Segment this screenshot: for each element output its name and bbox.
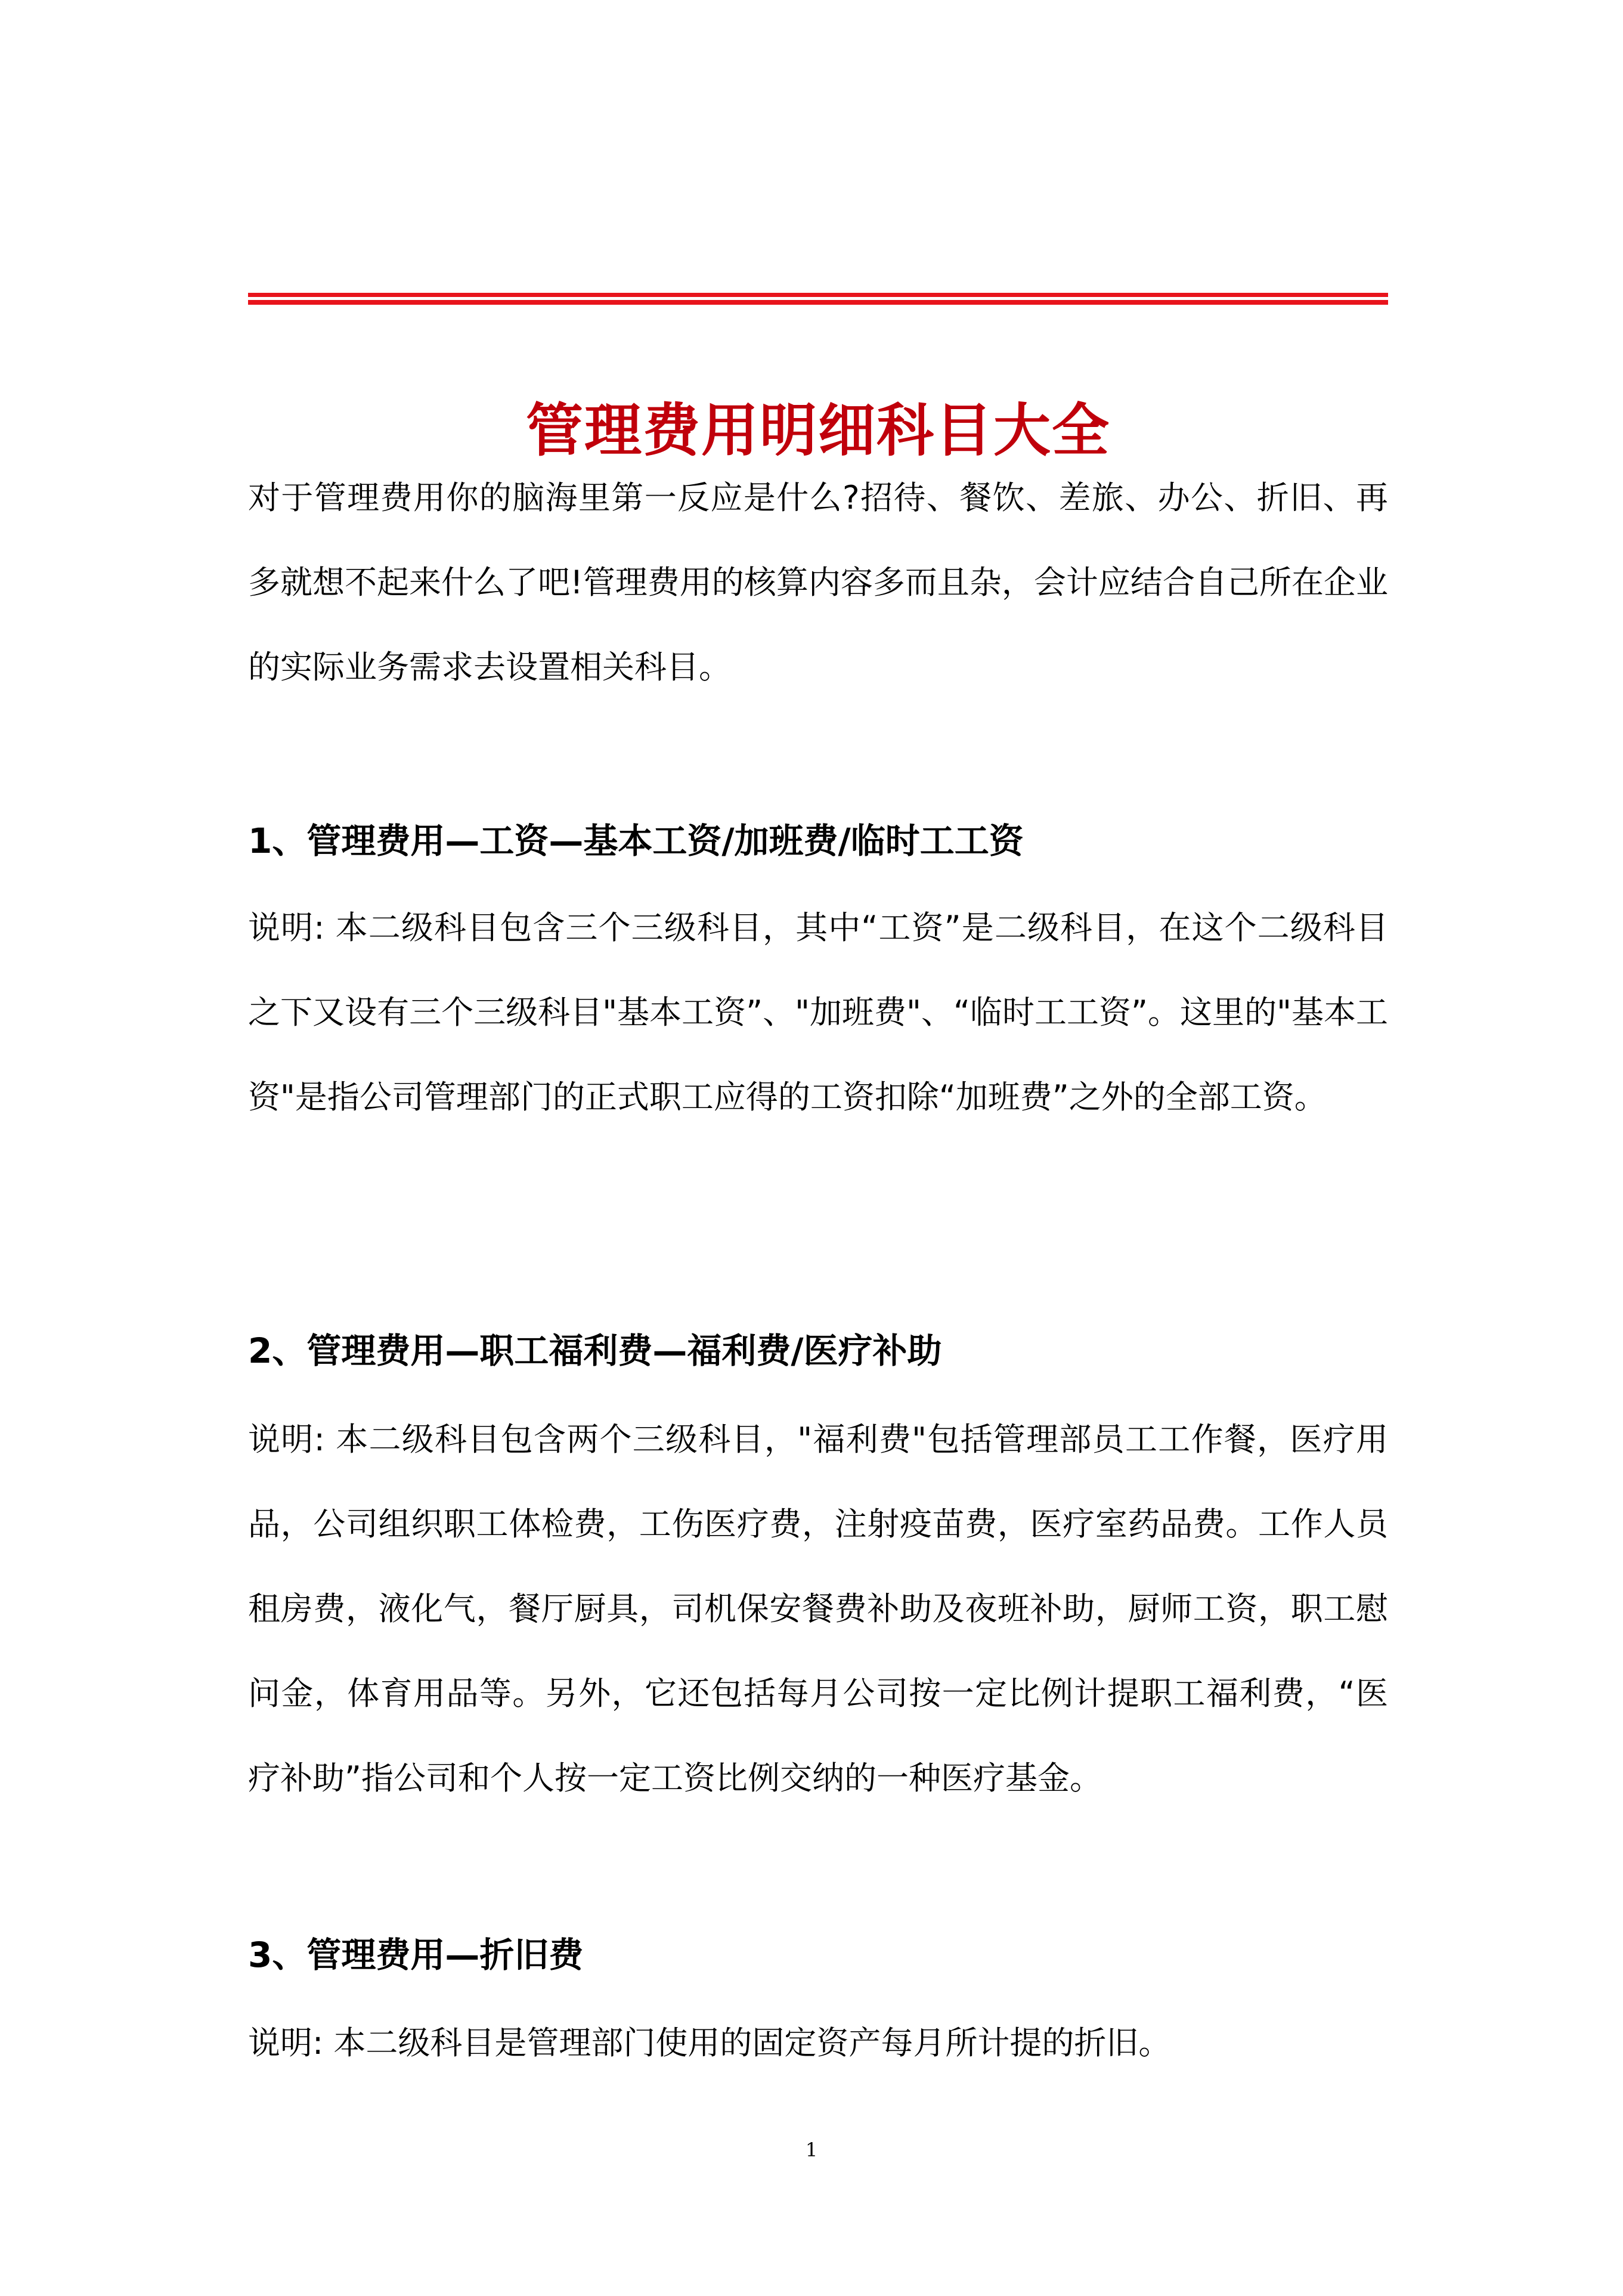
header-rule-bottom [248, 300, 1388, 305]
header-rule-top [248, 293, 1388, 297]
page-number: 1 [805, 2139, 818, 2161]
section-2-heading: 2、管理费用—职工福利费—福利费/医疗补助 [248, 1330, 942, 1371]
document-title: 管理费用明细科目大全 [526, 397, 1110, 465]
section-3-heading: 3、管理费用—折旧费 [248, 1935, 584, 1975]
intro-paragraph: 对于管理费用你的脑海里第一反应是什么?招待、餐饮、差旅、办公、折旧、再多就想不起来什么了吧!管理费用的核算内容多而且杂，会计应结合自己所在企业的实际业务需求去设置相关科目。 [248, 479, 1388, 686]
section-3-body: 说明: 本二级科目是管理部门使用的固定资产每月所计提的折旧。 [248, 2024, 1171, 2062]
section-2-body: 说明: 本二级科目包含两个三级科目，"福利费"包括管理部员工工作餐，医疗用品，公司组织职工体检费，工伤医疗费，注射疫苗费，医疗室药品费。工作人员租房费，液化气，餐厅厨具，司机保安餐费补助及夜班补助，厨师工资，职工慰问金，体育用品等。另外，它还包括每月公司按一定比例计提职工福利费，“医疗补助”指公司和个人按一定工资比例交纳的一种医疗基金。 [248, 1421, 1388, 1797]
section-1-body: 说明: 本二级科目包含三个三级科目，其中“工资”是二级科目，在这个二级科目之下又设有三个三级科目"基本工资”、"加班费"、“临时工工资”。这里的"基本工资"是指公司管理部门的正式职工应得的工资扣除“加班费”之外的全部工资。 [248, 909, 1388, 1116]
section-1-heading: 1、管理费用—工资—基本工资/加班费/临时工工资 [248, 821, 1024, 861]
